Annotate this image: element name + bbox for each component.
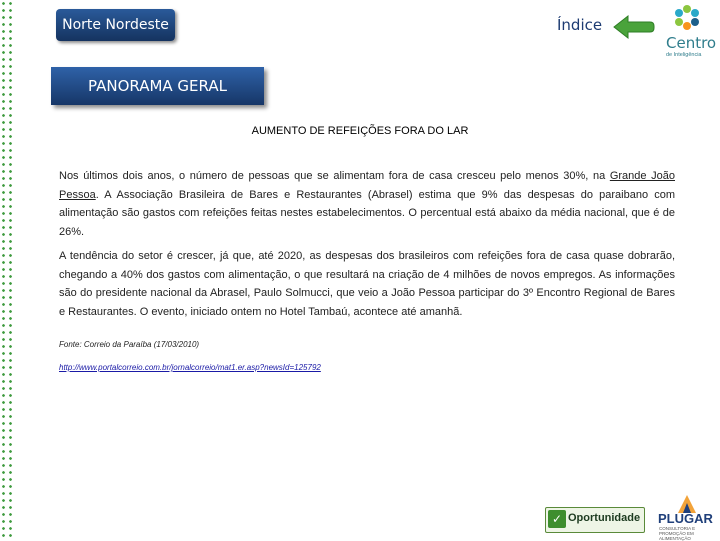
paragraph-1 [59,167,675,241]
article-body [59,167,675,327]
region-button[interactable]: Norte Nordeste [56,9,175,41]
thumbs-up-icon: ✓ [548,510,566,528]
plugar-logo-name: PLUGAR [658,511,713,526]
source-url-link[interactable]: http://www.portalcorreio.com.br/jornalcorreio/mat1.er.asp?newsId=125792 [59,363,321,372]
opportunity-button[interactable] [545,507,645,533]
opportunity-label: Oportunidade [568,512,641,524]
index-link[interactable]: Índice [557,16,603,34]
plugar-logo-tagline: CONSULTORIA E PROMOÇÃO EM ALIMENTAÇÃO [659,526,696,541]
paragraph-2: A tendência do setor é crescer, já que, até 2020, as despesas dos brasileiros com refeições fora de casa quase dobrarão, chegando a 40% dos gastos com alimentação, o que resultará na criação de 4 milhões de novos empregos. As informações são do presidente nacional da Abrasel, Paulo Solmucci, que veio a João Pessoa participar do 3º Encontro Regional de Bares e Restaurantes. O evento, iniciado ontem no Hotel Tambaú, acontece até amanhã. [59,250,675,318]
logo-title: Centro [666,34,717,52]
panorama-section-button: PANORAMA GERAL [51,67,264,105]
source-citation: Fonte: Correio da Paraíba (17/03/2010) [59,340,200,349]
decorative-dot-strip [0,0,14,540]
logo-subtitle: de Inteligência [666,52,702,58]
article-title: AUMENTO DE REFEIÇÕES FORA DO LAR [251,125,469,137]
p1-underlined-place: Grande João Pessoa [59,170,675,201]
p1-text-start: Nos últimos dois anos, o número de pessoas que se alimentam fora de casa cresceu pelo menos 30%, na [59,170,610,182]
back-arrow-icon[interactable] [612,14,656,40]
p1-text-end: . A Associação Brasileira de Bares e Restaurantes (Abrasel) estima que 9% das despesas do paraibano com alimentação são gastos com refeições feitas nestes estabelecimentos. O percentual está abaixo da média nacional, que é de 26%. [59,188,675,238]
